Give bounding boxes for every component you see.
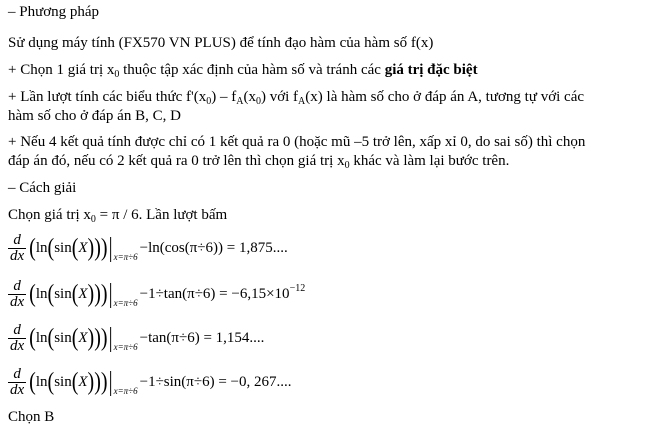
- derivative-operator: $\frac{d}{dx}$: [10, 231, 25, 264]
- derivative-expression-row: $\frac{d}{dx}$ ( ln ( sin ( X ) ) ) | x=π÷6 −ln(cos(π÷6)) = 1,875....: [10, 231, 288, 264]
- solution-heading: – Cách giải: [8, 180, 77, 196]
- derivative-operator: $\frac{d}{dx}$: [10, 321, 25, 354]
- step-intro: Sử dụng máy tính (FX570 VN PLUS) để tính đạo hàm của hàm số f(x): [8, 35, 434, 51]
- emphasis-special-values: giá trị đặc biệt: [384, 62, 478, 78]
- derivative-expression-row: $\frac{d}{dx}$ ( ln ( sin ( X ) ) ) | x=π÷6 −1÷sin(π÷6) = −0, 267....: [10, 365, 292, 398]
- derivative-expression-row: $\frac{d}{dx}$ ( ln ( sin ( X ) ) ) | x=π÷6 $-1\div\tan(\pi\div 6) = -6,15\times 10^{-12}$: [10, 277, 306, 310]
- step-compute-expr: + Lần lượt tính các biểu thức $f'(x_0) - f_A(x_0)$ với $f_A(x)$ là hàm số cho ở đáp án A, tương tự với các: [8, 89, 585, 107]
- choose-x0-line: Chọn giá trị $x_0 = \pi / 6$. Lần lượt bấm: [8, 207, 228, 225]
- step-decide-cont: đáp án đó, nếu có 2 kết quả ra 0 trở lên thì chọn giá trị $x_0$ khác và làm lại bước trên.: [8, 153, 510, 171]
- method-heading: – Phương pháp: [8, 4, 100, 20]
- step-decide: + Nếu 4 kết quả tính được chỉ có 1 kết quả ra 0 (hoặc mũ –5 trở lên, xấp xỉ 0, do sai số) thì chọn: [8, 134, 586, 150]
- derivative-expression-row: $\frac{d}{dx}$ ( ln ( sin ( X ) ) ) | x=π÷6 −tan(π÷6) = 1,154....: [10, 321, 265, 354]
- derivative-operator: $\frac{d}{dx}$: [10, 277, 25, 310]
- step-compute-expr-cont: hàm số cho ở đáp án B, C, D: [8, 108, 181, 124]
- derivative-operator: $\frac{d}{dx}$: [10, 365, 25, 398]
- step-choose-value: + Chọn 1 giá trị $x_0$ thuộc tập xác định của hàm số và tránh các giá trị đặc biệt: [8, 62, 478, 80]
- final-answer: Chọn B: [8, 409, 55, 425]
